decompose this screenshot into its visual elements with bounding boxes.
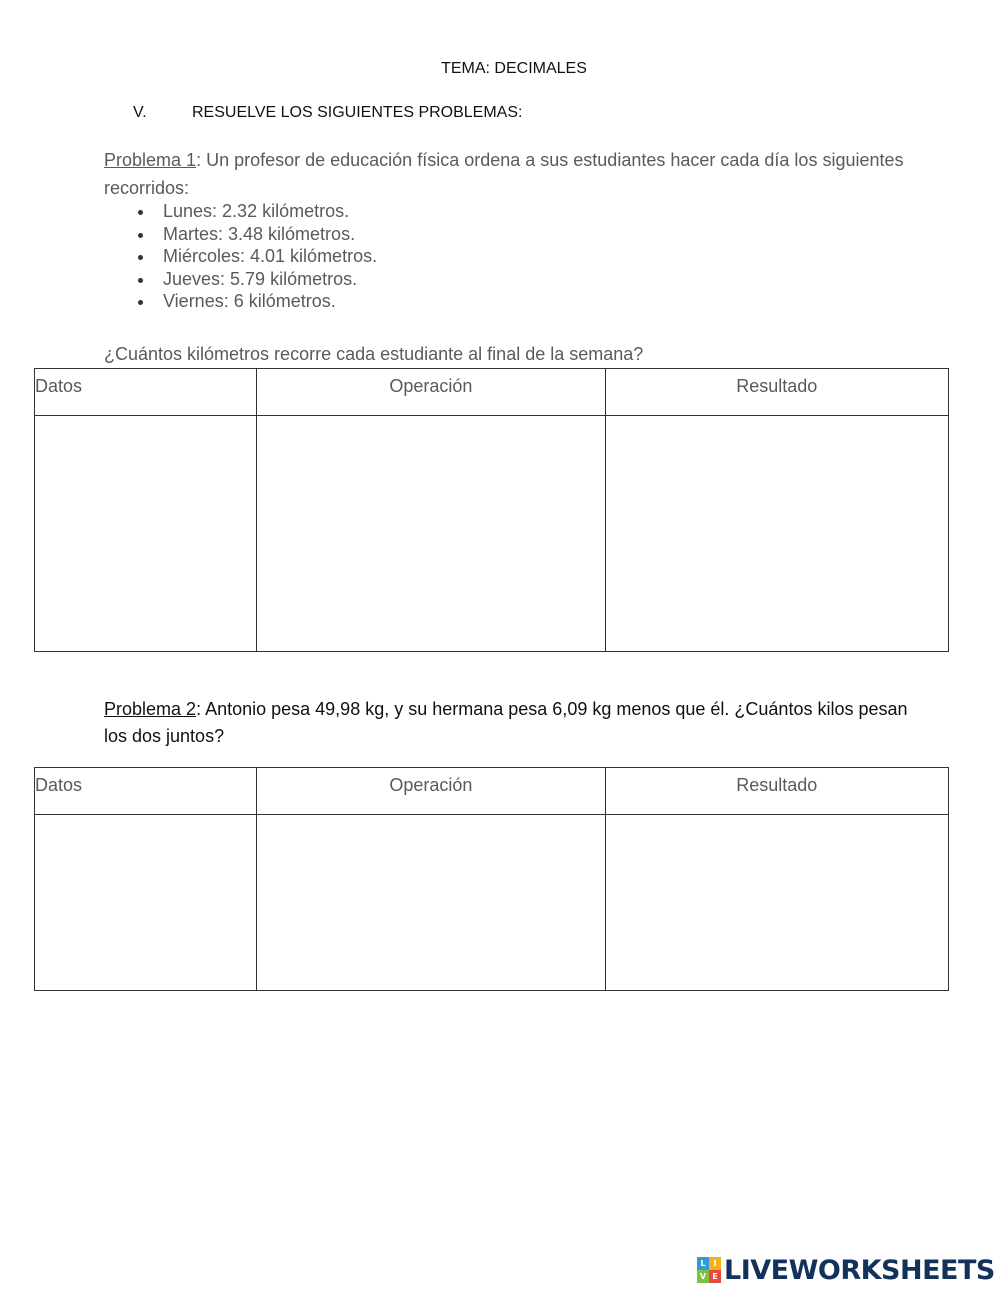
problem-1-statement xyxy=(104,146,904,202)
logo-block: L xyxy=(697,1257,709,1270)
list-item: Martes: 3.48 kilómetros. xyxy=(135,223,377,246)
problem-2-text: : Antonio pesa 49,98 kg, y su hermana pesa 6,09 kg menos que él. ¿Cuántos kilos pesan los dos juntos? xyxy=(104,699,908,746)
datos-answer-cell[interactable] xyxy=(35,815,257,991)
operacion-answer-cell[interactable] xyxy=(257,815,605,991)
answer-row xyxy=(35,416,949,652)
list-item: Jueves: 5.79 kilómetros. xyxy=(135,268,377,291)
datos-answer-cell[interactable] xyxy=(35,416,257,652)
problem-1-question: ¿Cuántos kilómetros recorre cada estudiante al final de la semana? xyxy=(104,344,644,364)
problem-1-label: Problema 1 xyxy=(104,150,197,170)
header-resultado: Resultado xyxy=(605,369,948,416)
header-resultado: Resultado xyxy=(605,768,948,815)
logo-text: LIVEWORKSHEETS xyxy=(724,1254,995,1286)
logo-blocks-icon xyxy=(697,1257,721,1283)
page-title: TEMA: DECIMALES xyxy=(441,60,587,77)
resultado-answer-cell[interactable] xyxy=(605,815,948,991)
header-operacion: Operación xyxy=(257,768,605,815)
problem-1-intro: : Un profesor de educación física ordena a sus estudiantes hacer cada día los siguientes recorridos: xyxy=(104,150,904,198)
header-datos: Datos xyxy=(35,768,257,815)
operacion-answer-cell[interactable] xyxy=(257,416,605,652)
resultado-answer-cell[interactable] xyxy=(605,416,948,652)
table-header-row xyxy=(35,369,949,416)
list-item: Lunes: 2.32 kilómetros. xyxy=(135,200,377,223)
list-item: Viernes: 6 kilómetros. xyxy=(135,290,377,313)
table-header-row xyxy=(35,768,949,815)
logo-block: I xyxy=(709,1257,721,1270)
section-number: V. xyxy=(133,104,147,121)
problem-2-answer-table xyxy=(34,767,949,991)
liveworksheets-logo xyxy=(697,1255,995,1285)
problem-2-label: Problema 2 xyxy=(104,699,197,719)
section-instruction: RESUELVE LOS SIGUIENTES PROBLEMAS: xyxy=(192,104,523,121)
problem-1-answer-table xyxy=(34,368,949,652)
list-item: Miércoles: 4.01 kilómetros. xyxy=(135,245,377,268)
header-operacion: Operación xyxy=(257,369,605,416)
logo-block: E xyxy=(709,1270,721,1283)
problem-2-statement xyxy=(104,696,934,750)
header-datos: Datos xyxy=(35,369,257,416)
distance-list xyxy=(135,200,377,313)
logo-block: V xyxy=(697,1270,709,1283)
answer-row xyxy=(35,815,949,991)
